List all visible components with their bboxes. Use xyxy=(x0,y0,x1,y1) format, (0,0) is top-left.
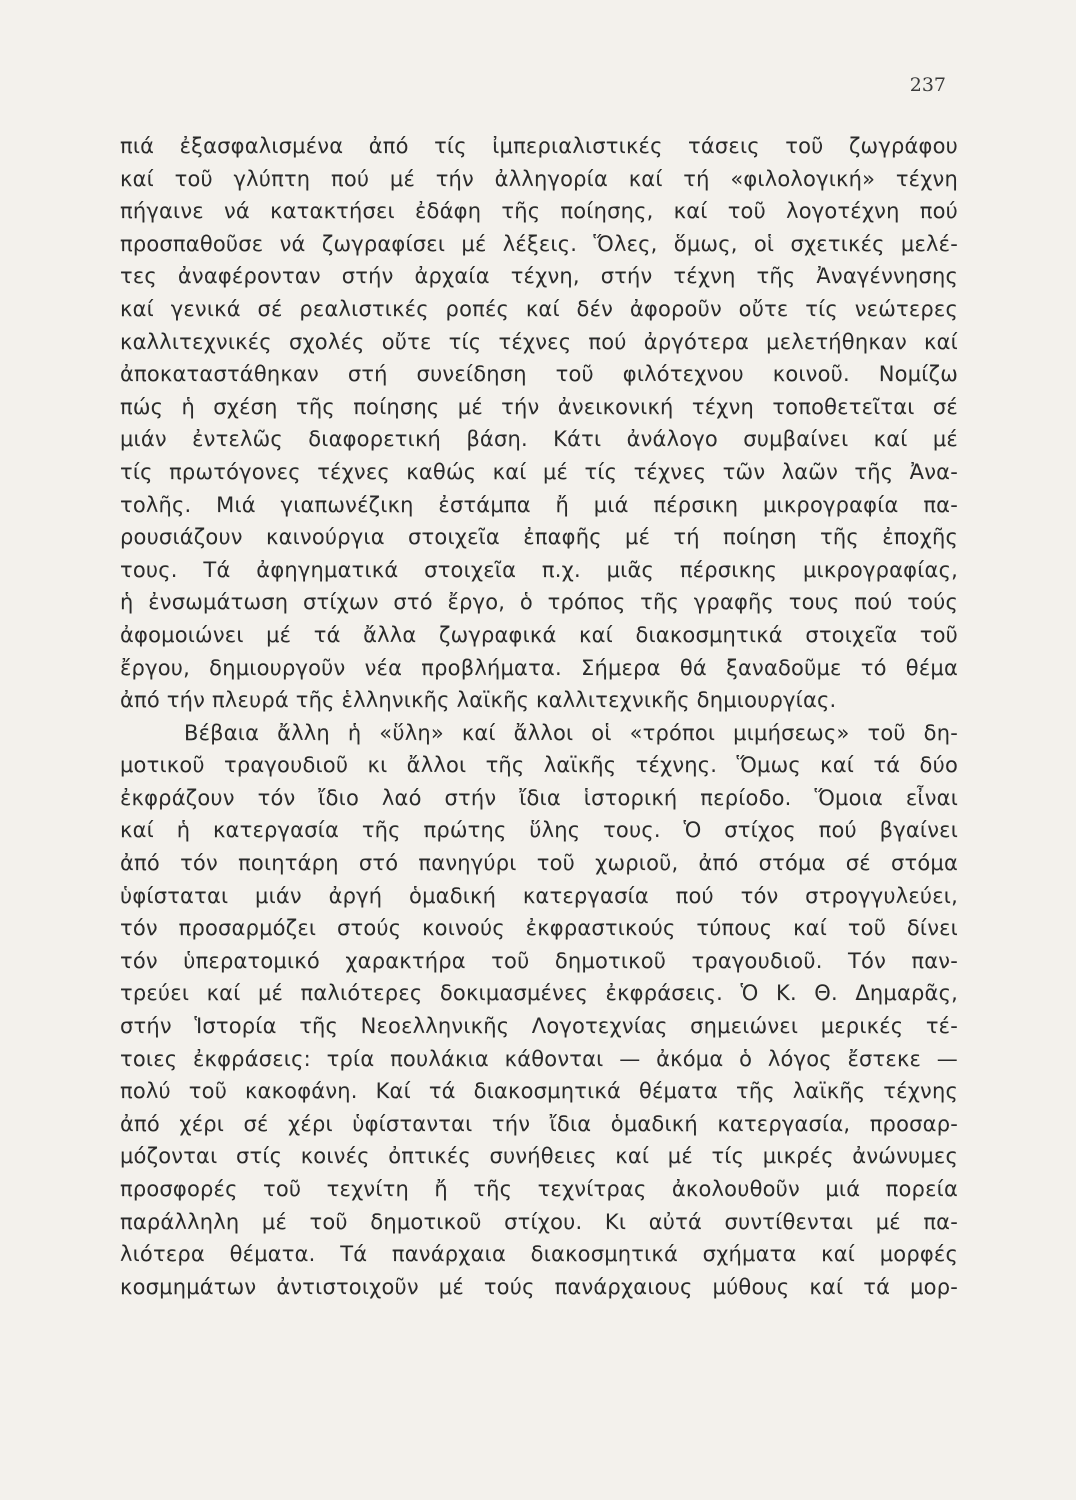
text-line: ἀπό τόν ποιητάρη στό πανηγύρι τοῦ χωριοῦ, ἀπό στόμα σέ στόμα xyxy=(120,851,958,876)
text-line: τους. Τά ἀφηγηματικά στοιχεῖα π.χ. μιᾶς πέρσικης μικρογραφίας, xyxy=(120,557,958,582)
text-line: μοτικοῦ τραγουδιοῦ κι ἄλλοι τῆς λαϊκῆς τέχνης. Ὅμως καί τά δύο xyxy=(120,753,958,778)
text-line: ὑφίσταται μιάν ἀργή ὁμαδική κατεργασία πού τόν στρογγυλεύει, xyxy=(120,883,958,908)
text-line: ἔργου, δημιουργοῦν νέα προβλήματα. Σήμερα θά ξαναδοῦμε τό θέμα xyxy=(120,655,958,680)
text-line: πώς ἡ σχέση τῆς ποίησης μέ τήν ἀνεικονική τέχνη τοποθετεῖται σέ xyxy=(120,394,958,419)
text-line: τολῆς. Μιά γιαπωνέζικη ἐστάμπα ἤ μιά πέρσικη μικρογραφία πα- xyxy=(120,492,958,517)
text-line: τίς πρωτόγονες τέχνες καθώς καί μέ τίς τέχνες τῶν λαῶν τῆς Ἀνα- xyxy=(120,459,958,484)
text-line: πιά ἐξασφαλισμένα ἀπό τίς ἰμπεριαλιστικές τάσεις τοῦ ζωγράφου xyxy=(120,134,958,158)
text-line: Βέβαια ἄλλη ἡ «ὕλη» καί ἄλλοι οἱ «τρόποι μιμήσεως» τοῦ δη- xyxy=(184,720,958,745)
text-line: ἡ ἐνσωμάτωση στίχων στό ἔργο, ὁ τρόπος τῆς γραφῆς τους πού τούς xyxy=(120,590,958,615)
text-line: ἐκφράζουν τόν ἴδιο λαό στήν ἴδια ἱστορική περίοδο. Ὅμοια εἶναι xyxy=(120,785,958,810)
text-line: πολύ τοῦ κακοφάνη. Καί τά διακοσμητικά θέματα τῆς λαϊκῆς τέχνης xyxy=(120,1079,958,1104)
body-text xyxy=(120,130,958,1303)
text-line: λιότερα θέματα. Τά πανάρχαια διακοσμητικά σχήματα καί μορφές xyxy=(120,1242,958,1267)
text-line: ἀφομοιώνει μέ τά ἄλλα ζωγραφικά καί διακοσμητικά στοιχεῖα τοῦ xyxy=(120,622,958,647)
text-line: στήν Ἱστορία τῆς Νεοελληνικῆς Λογοτεχνίας σημειώνει μερικές τέ- xyxy=(120,1014,958,1039)
text-line: τοιες ἐκφράσεις: τρία πουλάκια κάθονται — ἀκόμα ὁ λόγος ἔστεκε — xyxy=(120,1046,958,1071)
text-line: τόν ὑπερατομικό χαρακτήρα τοῦ δημοτικοῦ τραγουδιοῦ. Τόν παν- xyxy=(120,948,958,973)
text-line: ἀπό χέρι σέ χέρι ὑφίστανται τήν ἴδια ὁμαδική κατεργασία, προσαρ- xyxy=(120,1111,958,1136)
text-line: καί ἡ κατεργασία τῆς πρώτης ὕλης τους. Ὁ στίχος πού βγαίνει xyxy=(120,818,958,843)
text-line: κοσμημάτων ἀντιστοιχοῦν μέ τούς πανάρχαιους μύθους καί τά μορ- xyxy=(120,1274,958,1299)
page-number: 237 xyxy=(909,74,946,96)
text-line: ἀπό τήν πλευρά τῆς ἑλληνικῆς λαϊκῆς καλλιτεχνικῆς δημιουργίας. xyxy=(120,688,837,713)
text-line: μιάν ἐντελῶς διαφορετική βάση. Κάτι ἀνάλογο συμβαίνει καί μέ xyxy=(120,427,958,452)
text-line: προσπαθοῦσε νά ζωγραφίσει μέ λέξεις. Ὅλες, ὅμως, οἱ σχετικές μελέ- xyxy=(120,231,958,256)
text-line: παράλληλη μέ τοῦ δημοτικοῦ στίχου. Κι αὐτά συντίθενται μέ πα- xyxy=(120,1209,958,1234)
text-line: πήγαινε νά κατακτήσει ἐδάφη τῆς ποίησης, καί τοῦ λογοτέχνη πού xyxy=(120,199,958,224)
text-line: καί γενικά σέ ρεαλιστικές ροπές καί δέν ἀφοροῦν οὔτε τίς νεώτερες xyxy=(120,296,958,321)
text-line: μόζονται στίς κοινές ὀπτικές συνήθειες καί μέ τίς μικρές ἀνώνυμες xyxy=(120,1144,958,1169)
text-line: προσφορές τοῦ τεχνίτη ἤ τῆς τεχνίτρας ἀκολουθοῦν μιά πορεία xyxy=(120,1177,958,1201)
text-line: ἀποκαταστάθηκαν στή συνείδηση τοῦ φιλότεχνου κοινοῦ. Νομίζω xyxy=(120,362,958,387)
text-line: ρουσιάζουν καινούργια στοιχεῖα ἐπαφῆς μέ τή ποίηση τῆς ἐποχῆς xyxy=(120,525,958,550)
text-line: τες ἀναφέρονταν στήν ἀρχαία τέχνη, στήν τέχνη τῆς Ἀναγέννησης xyxy=(120,264,958,289)
text-line: καί τοῦ γλύπτη πού μέ τήν ἀλληγορία καί τή «φιλολογική» τέχνη xyxy=(120,166,958,191)
text-line: καλλιτεχνικές σχολές οὔτε τίς τέχνες πού ἀργότερα μελετήθηκαν καί xyxy=(120,329,958,354)
text-line: τόν προσαρμόζει στούς κοινούς ἐκφραστικούς τύπους καί τοῦ δίνει xyxy=(120,916,958,941)
text-line: τρεύει καί μέ παλιότερες δοκιμασμένες ἐκφράσεις. Ὁ Κ. Θ. Δημαρᾶς, xyxy=(120,981,958,1006)
